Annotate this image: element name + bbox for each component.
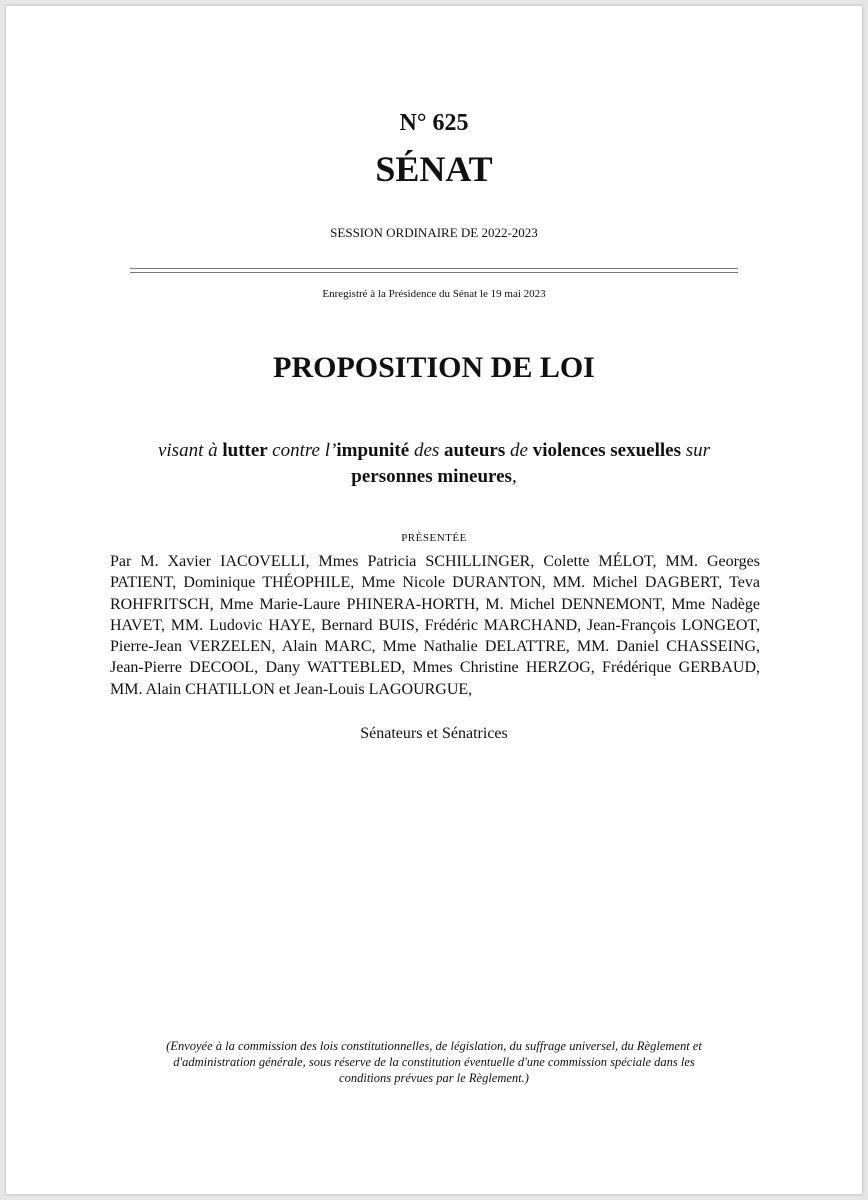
- subject-segment: auteurs: [444, 440, 511, 461]
- subject-line-1: [116, 438, 752, 464]
- subject-segment: sur: [685, 440, 711, 461]
- session-label: SESSION ORDINAIRE DE 2022-2023: [330, 225, 538, 240]
- subject-segment: visant à: [157, 440, 223, 461]
- authors-list: Par M. Xavier IACOVELLI, Mmes Patricia SCHILLINGER, Colette MÉLOT, MM. Georges PATIENT, Dominique THÉOPHILE, Mme Nicole DURANTON, MM. Michel DAGBERT, Teva ROHFRITSCH, Mme Marie-Laure PHINERA-HORTH, M. Michel DENNEMONT, Mme Nadège HAVET, MM. Ludovic HAYE, Bernard BUIS, Frédéric MARCHAND, Jean-François LONGEOT, Pierre-Jean VERZELEN, Alain MARC, Mme Nathalie DELATTRE, MM. Daniel CHASSEING, Jean-Pierre DECOOL, Dany WATTEBLED, Mmes Christine HERZOG, Frédérique GERBAUD, MM. Alain CHATILLON et Jean-Louis LAGOURGUE,: [110, 553, 760, 698]
- subject-segment: contre l’: [272, 440, 337, 461]
- registration-date: Enregistré à la Présidence du Sénat le 19 mai 2023: [322, 288, 546, 300]
- subject-segment: lutter: [222, 440, 273, 461]
- presented-by-label: PRÉSENTÉE: [401, 532, 467, 544]
- authors-role: Sénateurs et Sénatrices: [360, 725, 508, 742]
- subject-segment: personnes mineures: [351, 466, 512, 487]
- document-type-heading: PROPOSITION DE LOI: [273, 351, 595, 384]
- bill-subject: [116, 438, 752, 490]
- institution-title: SÉNAT: [375, 149, 493, 189]
- subject-segment: de: [510, 440, 533, 461]
- document-page: [6, 6, 862, 1194]
- subject-segment: violences sexuelles: [532, 440, 686, 461]
- divider-line-bottom: [130, 272, 738, 273]
- subject-segment: impunité: [336, 440, 414, 461]
- subject-line-2: [116, 464, 752, 490]
- subject-segment: ,: [511, 466, 517, 487]
- referral-line: (Envoyée à la commission des lois constitutionnelles, de législation, du suffrage universel, du Règlement et: [166, 1039, 702, 1053]
- referral-line: d'administration générale, sous réserve de la constitution éventuelle d'une commission spéciale dans les: [173, 1055, 695, 1069]
- document-number: N° 625: [399, 110, 469, 136]
- committee-referral-note: [114, 1038, 754, 1086]
- referral-line: conditions prévues par le Règlement.): [339, 1071, 529, 1085]
- divider-line-top: [130, 268, 738, 269]
- subject-segment: des: [413, 440, 445, 461]
